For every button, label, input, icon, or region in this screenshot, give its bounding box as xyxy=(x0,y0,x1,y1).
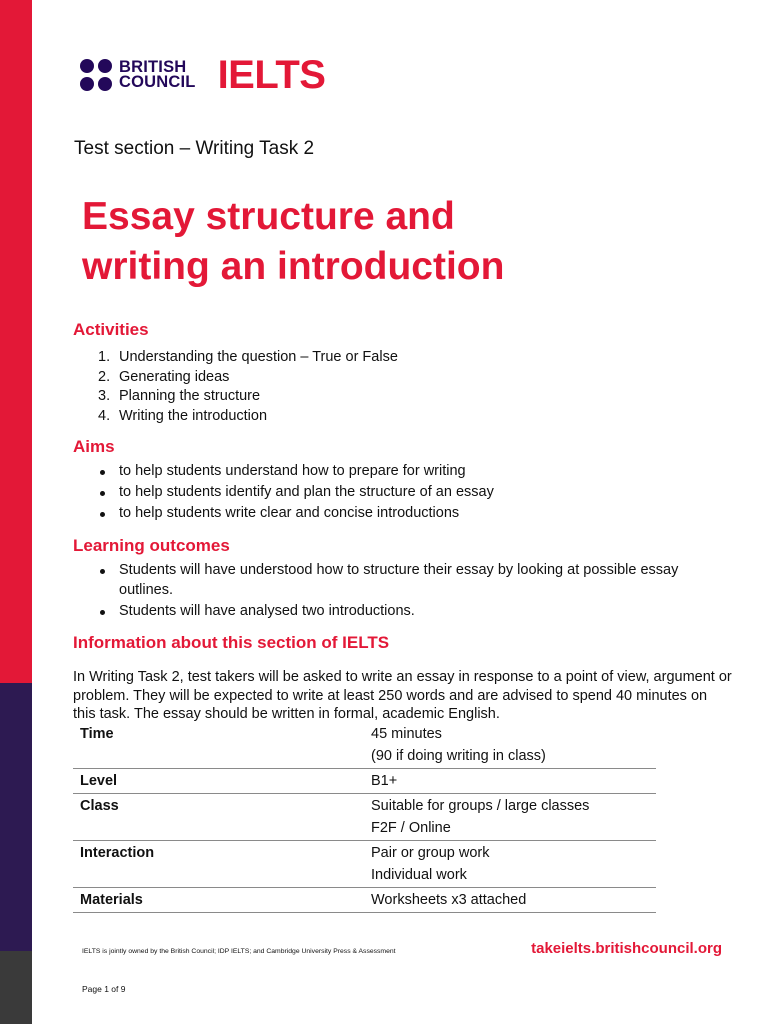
table-row-value xyxy=(371,794,656,841)
list-item-text: Understanding the question – True or False xyxy=(119,349,398,365)
table-row-label: Interaction xyxy=(73,841,371,888)
table-row-label: Time xyxy=(73,722,371,769)
side-color-strip xyxy=(0,0,32,1024)
list-number: 4. xyxy=(98,407,111,424)
table-row-label: Materials xyxy=(73,888,371,913)
british-council-line1: BRITISH xyxy=(119,58,187,76)
list-item-text: Writing the introduction xyxy=(119,407,268,424)
information-paragraph: In Writing Task 2, test takers will be asked to write an essay in response to a point of view, argument or problem. They will be expected to write at least 250 words and are advised to spend 40 minutes on this task. The essay should be written in formal, academic English. xyxy=(73,669,732,722)
header-logo xyxy=(80,53,326,97)
list-item xyxy=(82,348,398,368)
side-strip-red xyxy=(0,0,32,683)
table-value-line: F2F / Online xyxy=(371,820,451,836)
list-number: 3. xyxy=(98,388,111,404)
page-title-line1: Essay structure and xyxy=(82,195,455,238)
table-row xyxy=(73,888,656,913)
table-row xyxy=(73,769,656,794)
session-info-table xyxy=(73,722,656,913)
list-item: to help students understand how to prepare for writing xyxy=(82,462,494,482)
table-row xyxy=(73,794,656,841)
list-number: 2. xyxy=(98,368,111,385)
side-strip-purple xyxy=(0,683,32,951)
table-row-value xyxy=(371,841,656,888)
british-council-dots-icon xyxy=(80,59,113,92)
list-number: 1. xyxy=(98,349,111,365)
learning-outcomes-list xyxy=(82,561,702,621)
table-row xyxy=(73,722,656,769)
list-item: Students will have analysed two introductions. xyxy=(82,602,702,622)
table-value-line: Suitable for groups / large classes xyxy=(371,798,590,814)
table-row-label: Level xyxy=(73,769,371,794)
table-row-value xyxy=(371,888,656,913)
section-label: Test section – Writing Task 2 xyxy=(74,138,315,159)
list-item xyxy=(82,387,398,407)
learning-outcomes-heading: Learning outcomes xyxy=(73,536,230,555)
table-row-label: Class xyxy=(73,794,371,841)
aims-heading: Aims xyxy=(73,437,115,456)
table-row-value xyxy=(371,769,656,794)
table-value-line: (90 if doing writing in class) xyxy=(371,748,546,764)
table-row-value xyxy=(371,722,656,769)
page-title-line2: writing an introduction xyxy=(82,245,505,288)
page-title xyxy=(82,192,722,292)
list-item xyxy=(82,368,398,388)
table-value-line: Individual work xyxy=(371,867,467,883)
footer-ownership-note: IELTS is jointly owned by the British Council; IDP IELTS; and Cambridge University Press & Assessment xyxy=(82,948,396,955)
activities-heading: Activities xyxy=(73,320,149,339)
ielts-logo: IELTS xyxy=(217,53,326,97)
list-item: to help students write clear and concise introductions xyxy=(82,504,494,524)
table-value-line: B1+ xyxy=(371,773,398,789)
footer-website-link[interactable]: takeielts.britishcouncil.org xyxy=(531,940,722,957)
table-value-line: Worksheets x3 attached xyxy=(371,892,527,908)
list-item-text: Generating ideas xyxy=(119,368,230,385)
activities-list xyxy=(82,348,398,426)
aims-list xyxy=(82,462,494,524)
list-item: to help students identify and plan the structure of an essay xyxy=(82,483,494,503)
british-council-line2: COUNCIL xyxy=(119,73,196,91)
table-value-line: Pair or group work xyxy=(371,845,490,861)
table-value-line: 45 minutes xyxy=(371,726,442,742)
list-item: Students will have understood how to structure their essay by looking at possible essay outlines. xyxy=(82,561,702,600)
british-council-wordmark xyxy=(119,60,196,90)
list-item xyxy=(82,407,398,427)
side-strip-grey xyxy=(0,951,32,1024)
table-row xyxy=(73,841,656,888)
information-heading: Information about this section of IELTS xyxy=(73,633,390,652)
page-number: Page 1 of 9 xyxy=(82,984,126,994)
list-item-text: Planning the structure xyxy=(119,388,261,404)
